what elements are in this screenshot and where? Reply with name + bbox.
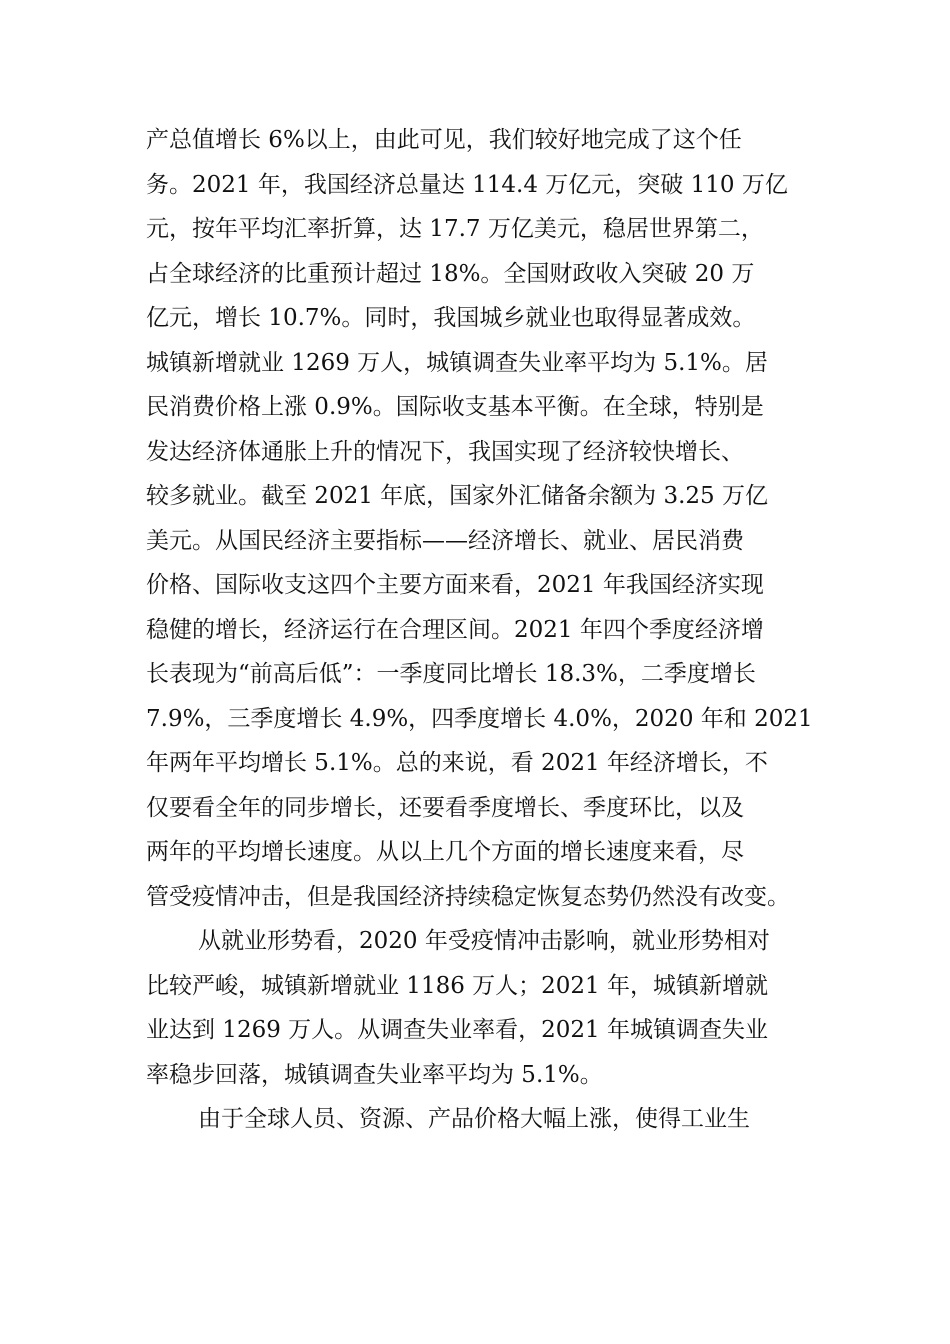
text-line: 率稳步回落，城镇调查失业率平均为 5.1%。 [146,1061,603,1088]
text-line: 长表现为“前高后低”：一季度同比增长 18.3%，二季度增长 [146,661,756,687]
text-line: 较多就业。截至 2021 年底，国家外汇储备余额为 3.25 万亿 [146,483,768,509]
text-line: 比较严峻，城镇新增就业 1186 万人；2021 年，城镇新增就 [146,972,768,999]
text-line: 管受疫情冲击，但是我国经济持续稳定恢复态势仍然没有改变。 [146,883,790,910]
paragraph-1 [146,118,846,919]
text-line-first: 由于全球人员、资源、产品价格大幅上涨，使得工业生 [198,1106,750,1132]
paragraph-2 [146,919,846,1097]
text-line: 美元。从国民经济主要指标——经济增长、就业、居民消费 [146,527,744,554]
text-line: 元，按年平均汇率折算，达 17.7 万亿美元，稳居世界第二， [146,216,764,242]
text-line: 价格、国际收支这四个主要方面来看，2021 年我国经济实现 [146,572,764,598]
paragraph-3 [146,1097,846,1142]
text-line: 年两年平均增长 5.1%。总的来说，看 2021 年经济增长，不 [146,750,768,776]
document-body [146,118,846,1142]
text-line: 产总值增长 6%以上，由此可见，我们较好地完成了这个任 [146,127,742,153]
text-line: 业达到 1269 万人。从调查失业率看，2021 年城镇调查失业 [146,1017,768,1043]
text-line: 稳健的增长，经济运行在合理区间。2021 年四个季度经济增 [146,616,764,643]
text-line: 占全球经济的比重预计超过 18%。全国财政收入突破 20 万 [146,260,755,287]
text-line: 亿元，增长 10.7%。同时，我国城乡就业也取得显著成效。 [146,305,756,331]
text-line: 两年的平均增长速度。从以上几个方面的增长速度来看，尽 [146,839,744,865]
text-line-first: 从就业形势看，2020 年受疫情冲击影响，就业形势相对 [198,928,770,954]
text-line: 仅要看全年的同步增长，还要看季度增长、季度环比，以及 [146,794,744,821]
text-line: 7.9%，三季度增长 4.9%，四季度增长 4.0%，2020 年和 2021 [146,705,813,732]
text-line: 务。2021 年，我国经济总量达 114.4 万亿元，突破 110 万亿 [146,171,788,198]
text-line: 民消费价格上涨 0.9%。国际收支基本平衡。在全球，特别是 [146,394,764,420]
text-line: 发达经济体通胀上升的情况下，我国实现了经济较快增长、 [146,438,744,465]
text-line: 城镇新增就业 1269 万人，城镇调查失业率平均为 5.1%。居 [146,349,768,376]
